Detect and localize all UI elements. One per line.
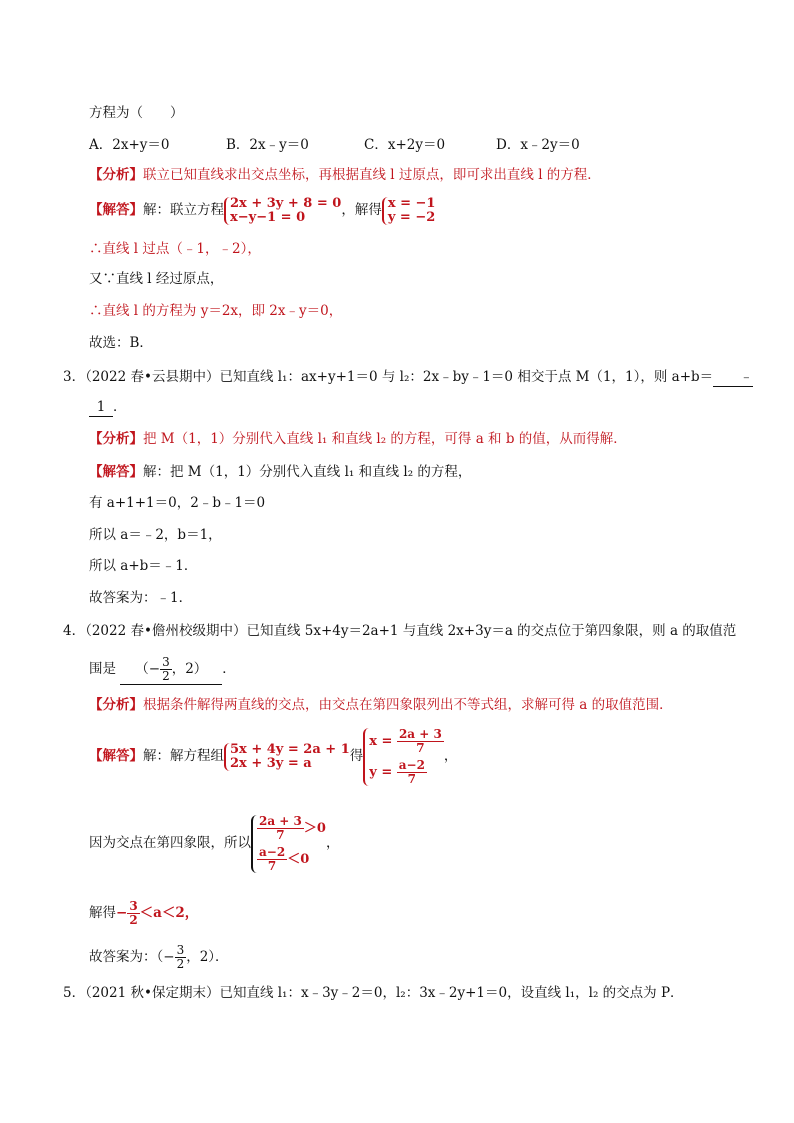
q4-solve: [89, 896, 198, 930]
frac-den: 7: [416, 740, 425, 755]
ineq1-relation: ＞0: [303, 820, 326, 836]
analysis-text: 把 M（1，1）分别代入直线 l₁ 和直线 l₂ 的方程，可得 a 和 b 的值，从而得解．: [143, 431, 627, 447]
q4-stem-pre: 围是: [89, 661, 116, 677]
y-fraction: [397, 759, 427, 786]
q4-stem-end: ．: [222, 661, 236, 677]
q2-option-b: B．2x﹣y＝0: [226, 137, 309, 153]
solution-tag: 【解答】: [89, 464, 143, 480]
q4-quadrant: [89, 806, 339, 880]
q2-answer: 故选：B．: [89, 335, 153, 351]
q4-analysis: [89, 696, 673, 714]
q3-stem-cont: [89, 398, 127, 417]
frac-den: 2: [129, 913, 138, 927]
system-eq-2: x−y−1 = 0: [230, 209, 306, 225]
q3-stem-text: 3．（2022 春•云县期中）已知直线 l₁：ax+y+1＝0 与 l₂：2x﹣by﹣1＝0 相交于点 M（1，1），则 a+b＝: [63, 369, 714, 385]
ineq1-fraction: [257, 815, 304, 842]
q4-solution: [89, 726, 457, 790]
system-eq-1: 2x + 3y + 8 = 0: [230, 195, 342, 211]
q3-line3: 所以 a＝﹣2，b＝1，: [89, 527, 222, 543]
x-lhs: x =: [369, 733, 393, 749]
frac-den: 7: [276, 827, 285, 842]
q2-option-d: D．x﹣2y＝0: [496, 137, 580, 153]
analysis-text: 联立已知直线求出交点坐标，再根据直线 l 过原点，即可求出直线 l 的方程．: [143, 167, 601, 183]
solve-neg: −: [116, 905, 128, 921]
system-eq-1: 5x + 4y = 2a + 1: [230, 741, 350, 757]
ineq-2: [257, 846, 326, 873]
answer-pre: 故答案为：（−: [89, 949, 175, 965]
solve-word: ，解得: [341, 202, 382, 218]
q4-stem: 4．（2022 春•儋州校级期中）已知直线 5x+4y＝2a+1 与直线 2x+3y＝a 的交点位于第四象限，则 a 的取值范: [63, 623, 737, 639]
q2-stem-tail: 方程为（ ）: [89, 105, 184, 121]
q2-option-a: A．2x+y＝0: [89, 137, 170, 153]
frac-num: 3: [162, 655, 170, 669]
q3-blank-part2: 1: [89, 398, 113, 417]
frac-num: a−2: [259, 844, 286, 859]
analysis-text: 根据条件解得两直线的交点，由交点在第四象限列出不等式组，求解可得 a 的取值范围．: [143, 697, 673, 713]
solve-rest: ＜a＜2，: [139, 905, 199, 921]
q3-solution: [89, 463, 471, 481]
q2-line4: ∴直线 l 的方程为 y＝2x，即 2x﹣y＝0，: [89, 303, 343, 319]
solve-fraction: [127, 900, 139, 927]
solution-tag: 【解答】: [89, 202, 143, 218]
q4-answer: [89, 940, 229, 974]
equation-system: [224, 197, 341, 225]
q5-stem: 5．（2021 秋•保定期末）已知直线 l₁：x﹣3y﹣2＝0，l₂：3x﹣2y+1＝0，设直线 l₁，l₂ 的交点为 P．: [63, 985, 684, 1001]
solution-system: [363, 728, 444, 786]
q2-solution: [89, 196, 435, 225]
solution-system: [382, 197, 436, 225]
q3-stem: [63, 368, 753, 387]
frac-num: 2a + 3: [398, 726, 442, 741]
frac-num: 3: [176, 943, 185, 957]
q3-blank-part1: ﹣: [713, 368, 753, 387]
solution-y: y = −2: [387, 209, 436, 225]
comma: ，: [325, 835, 340, 851]
frac-den: 2: [162, 669, 170, 683]
quadrant-intro: 因为交点在第四象限，所以: [89, 835, 251, 851]
de-word: 得: [349, 748, 364, 764]
frac-den: 2: [176, 957, 185, 971]
q2-line3: 又∵直线 l 经过原点，: [89, 271, 224, 287]
solution-tag: 【解答】: [89, 748, 143, 764]
q3-analysis: [89, 430, 627, 448]
frac-num: 3: [129, 899, 138, 913]
ineq-1: [257, 815, 326, 842]
frac-den: 7: [267, 858, 277, 873]
q2-option-c: C．x+2y＝0: [364, 137, 446, 153]
answer-post: ，2）．: [186, 949, 229, 965]
frac-num: a−2: [398, 757, 425, 772]
frac-den: 7: [407, 771, 417, 786]
system-eq-2: 2x + 3y = a: [230, 755, 312, 771]
comma: ，: [443, 748, 458, 764]
solution-x: x = −1: [387, 195, 436, 211]
blank-close: ，2）: [171, 661, 208, 677]
solution-y: [369, 759, 444, 786]
blank-fraction: [160, 656, 172, 683]
analysis-tag: 【分析】: [89, 697, 143, 713]
q3-line2: 有 a+1+1＝0，2﹣b﹣1＝0: [89, 495, 266, 511]
solution-intro: 解：解方程组: [143, 748, 224, 764]
solution-text: 解：把 M（1，1）分别代入直线 l₁ 和直线 l₂ 的方程，: [143, 464, 472, 480]
equation-system: [224, 743, 350, 771]
blank-open: （−: [135, 661, 161, 677]
q2-analysis: [89, 166, 601, 184]
frac-num: 2a + 3: [259, 813, 302, 828]
q4-blank: [120, 654, 222, 685]
q4-stem-cont: [89, 654, 236, 685]
inequality-system: [251, 815, 326, 873]
q3-stem-end: ．: [113, 399, 127, 415]
q3-answer: 故答案为：﹣1．: [89, 590, 193, 606]
solve-pre: 解得: [89, 905, 116, 921]
ineq2-fraction: [257, 846, 287, 873]
analysis-tag: 【分析】: [89, 431, 143, 447]
q3-line4: 所以 a+b＝﹣1．: [89, 558, 198, 574]
y-lhs: y =: [369, 764, 393, 780]
x-fraction: [397, 728, 444, 755]
q2-line2: ∴直线 l 过点（﹣1，﹣2），: [89, 241, 261, 257]
solution-x: [369, 728, 444, 755]
answer-fraction: [175, 944, 187, 971]
ineq2-relation: ＜0: [287, 851, 310, 867]
analysis-tag: 【分析】: [89, 167, 143, 183]
solution-intro: 解：联立方程: [143, 202, 224, 218]
